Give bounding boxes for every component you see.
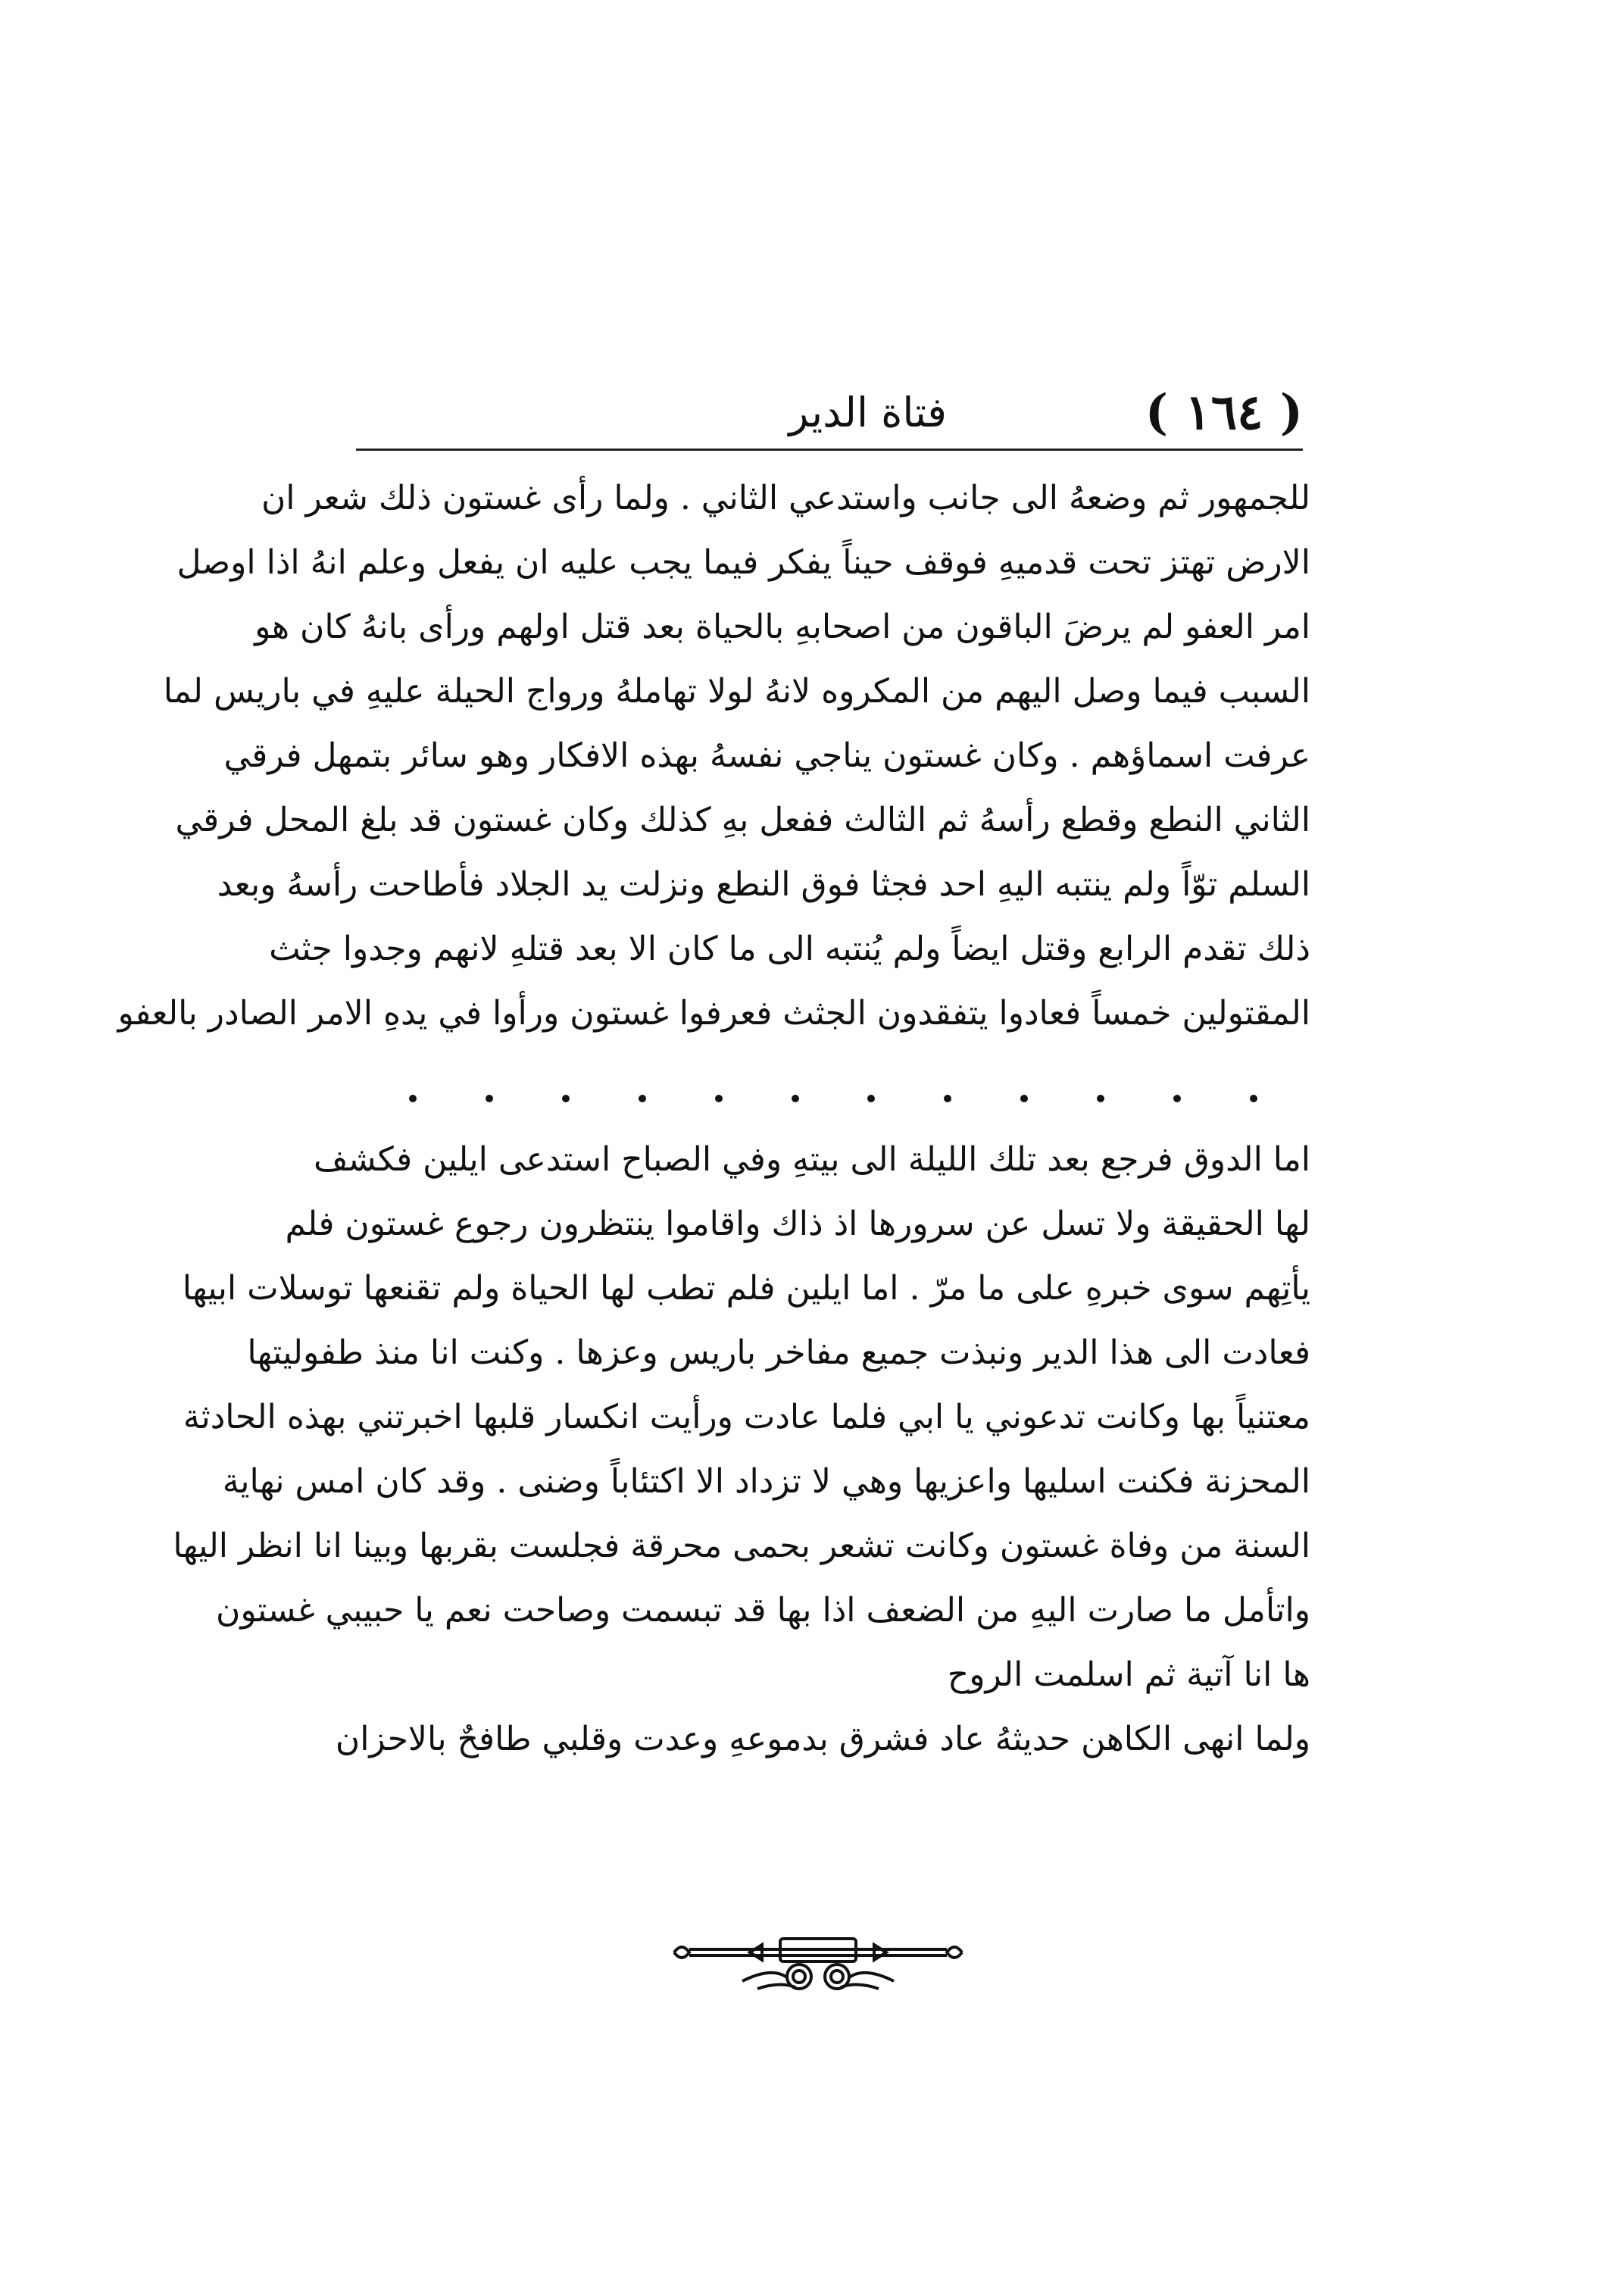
text-line: الثاني النطع وقطع رأسهُ ثم الثالث ففعل بهِ كذلك وكان غستون قد بلغ المحل فرقي [175, 801, 1310, 839]
text-line: عرفت اسماؤهم . وكان غستون يناجي نفسهُ بهذه الافكار وهو سائر بتمهل فرقي [223, 736, 1310, 775]
text-line: ها انا آتية ثم اسلمت الروح [947, 1655, 1310, 1694]
page-header [356, 379, 1303, 447]
text-line: يأتِهم سوى خبرهِ على ما مرّ . اما ايلين فلم تطب لها الحياة ولم تقنعها توسلات ابيها [182, 1269, 1310, 1308]
text-line: ذلك تقدم الرابع وقتل ايضاً ولم يُنتبه الى ما كان الا بعد قتلهِ لانهم وجدوا جثث [269, 930, 1310, 968]
page-number: ( ١٦٤ ) [1145, 384, 1303, 441]
text-line: واتأمل ما صارت اليهِ من الضعف اذا بها قد تبسمت وصاحت نعم يا حبيبي غستون [216, 1591, 1310, 1630]
section-dot [409, 1095, 417, 1102]
running-title: فتاة الدير [789, 389, 947, 436]
text-line: فعادت الى هذا الدير ونبذت جميع مفاخر باريس وعزها . وكنت انا منذ طفوليتها [247, 1333, 1310, 1372]
paragraph-1 [117, 466, 1310, 1045]
header-rule [356, 449, 1303, 451]
tailpiece-ornament-icon [659, 1928, 977, 1996]
text-line: السبب فيما وصل اليهم من المكروه لانهُ لولا تهاملهُ ورواج الحيلة عليهِ في باريس لما [163, 672, 1310, 711]
text-line: امر العفو لم يرضَ الباقون من اصحابهِ بالحياة بعد قتل اولهم ورأى بانهُ كان هو [255, 608, 1310, 646]
section-break-dots [409, 1083, 1257, 1114]
section-dot [486, 1095, 493, 1102]
section-dot [562, 1095, 570, 1102]
text-line: لها الحقيقة ولا تسل عن سرورها اذ ذاك واقاموا ينتظرون رجوع غستون فلم [285, 1205, 1310, 1243]
text-line: معتنياً بها وكانت تدعوني يا ابي فلما عادت ورأيت انكسار قلبها اخبرتني بهذه الحادثة [183, 1398, 1310, 1436]
paragraph-2 [173, 1127, 1310, 1771]
text-line: السلم توّاً ولم ينتبه اليهِ احد فجثا فوق النطع ونزلت يد الجلاد فأطاحت رأسهُ وبعد [217, 865, 1310, 904]
text-line: المحزنة فكنت اسليها واعزيها وهي لا تزداد الا اكتئاباً وضنى . وقد كان امس نهاية [222, 1462, 1310, 1501]
section-dot [1250, 1095, 1257, 1102]
section-dot [1097, 1095, 1104, 1102]
text-line: الارض تهتز تحت قدميهِ فوقف حيناً يفكر فيما يجب عليه ان يفعل وعلم انهُ اذا اوصل [176, 543, 1310, 582]
section-dot [715, 1095, 723, 1102]
section-dot [1020, 1095, 1028, 1102]
section-dot [867, 1095, 875, 1102]
section-dot [944, 1095, 951, 1102]
section-dot [1173, 1095, 1181, 1102]
text-line: المقتولين خمساً فعادوا يتفقدون الجثث فعرفوا غستون ورأوا في يدهِ الامر الصادر بالعفو [117, 994, 1310, 1033]
text-line: للجمهور ثم وضعهُ الى جانب واستدعي الثاني . ولما رأى غستون ذلك شعر ان [261, 479, 1310, 517]
text-line: اما الدوق فرجع بعد تلك الليلة الى بيتهِ وفي الصباح استدعى ايلين فكشف [313, 1140, 1310, 1179]
section-dot [792, 1095, 799, 1102]
text-line: ولما انهى الكاهن حديثهُ عاد فشرق بدموعهِ وعدت وقلبي طافحٌ بالاحزان [335, 1720, 1310, 1758]
section-dot [639, 1095, 646, 1102]
text-line: السنة من وفاة غستون وكانت تشعر بحمى محرقة فجلست بقربها وبينا انا انظر اليها [173, 1527, 1310, 1565]
